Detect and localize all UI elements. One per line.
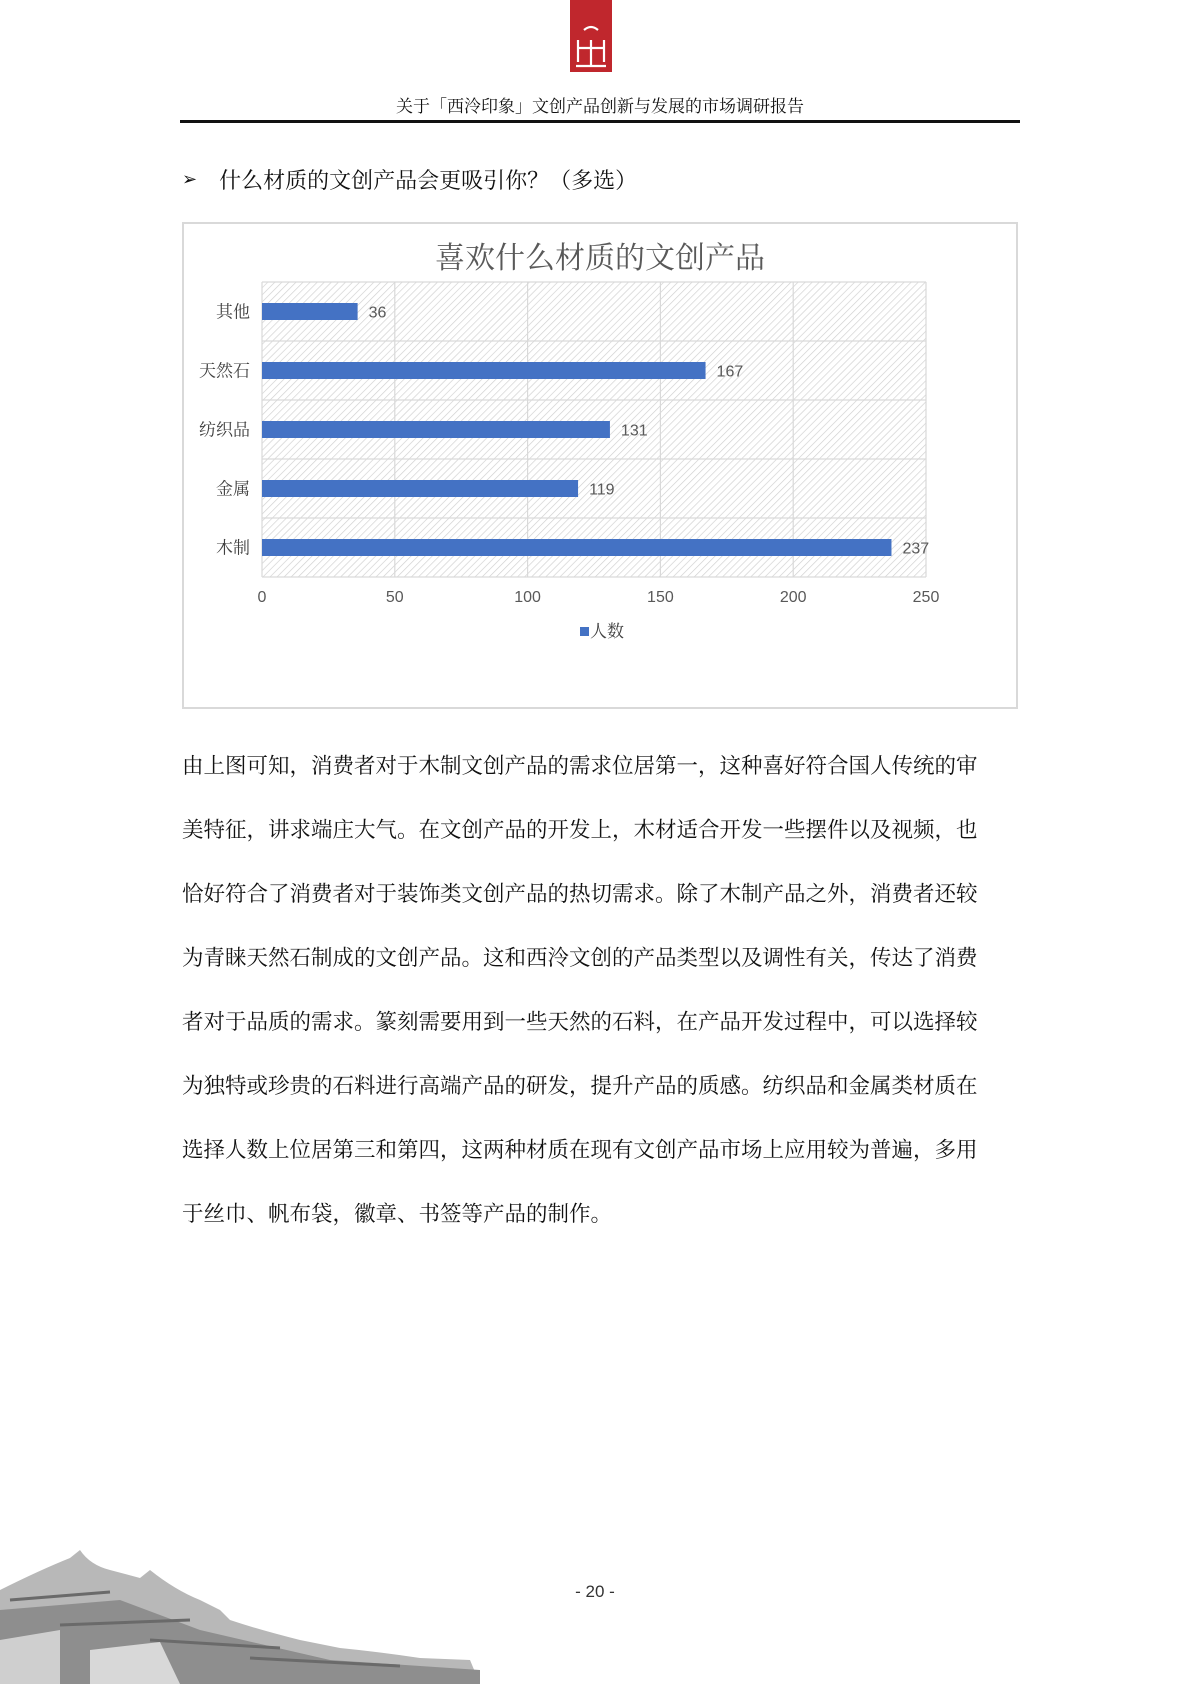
y-category-label: 金属 xyxy=(216,479,250,500)
material-preference-bar-chart xyxy=(184,224,1016,707)
x-tick-label: 100 xyxy=(514,589,541,606)
chart-title: 喜欢什么材质的文创产品 xyxy=(435,241,765,276)
report-header-title: 关于「西泠印象」文创产品创新与发展的市场调研报告 xyxy=(396,97,804,117)
bar xyxy=(262,362,706,379)
x-tick-label: 0 xyxy=(257,589,267,606)
paragraph-line: 者对于品质的需求。篆刻需要用到一些天然的石料，在产品开发过程中，可以选择较 xyxy=(182,1010,978,1035)
bar-data-label: 237 xyxy=(902,540,930,558)
header-divider xyxy=(180,120,1020,123)
bar xyxy=(262,480,578,497)
paragraph-line: 恰好符合了消费者对于装饰类文创产品的热切需求。除了木制产品之外，消费者还较 xyxy=(182,882,978,907)
x-tick-label: 50 xyxy=(385,589,404,606)
bar-chart-container xyxy=(182,222,1018,709)
seal-logo-icon xyxy=(570,0,612,72)
arrow-bullet-icon: ➢ xyxy=(182,169,198,190)
y-category-label: 天然石 xyxy=(199,361,250,382)
bar-data-label: 167 xyxy=(716,363,744,381)
survey-question xyxy=(182,164,637,195)
x-tick-label: 150 xyxy=(647,589,674,606)
legend-label: 人数 xyxy=(590,622,624,642)
question-text: 什么材质的文创产品会更吸引你？（多选） xyxy=(219,169,638,194)
paragraph-line: 选择人数上位居第三和第四，这两种材质在现有文创产品市场上应用较为普遍，多用 xyxy=(182,1138,978,1163)
bar-data-label: 131 xyxy=(620,422,648,440)
bar xyxy=(262,303,358,320)
bar-data-label: 36 xyxy=(368,304,387,322)
x-tick-label: 250 xyxy=(912,589,940,606)
bar-data-label: 119 xyxy=(589,481,615,499)
x-tick-label: 200 xyxy=(779,589,807,606)
bar xyxy=(262,421,610,438)
bar xyxy=(262,539,891,556)
legend-swatch xyxy=(580,627,589,636)
paragraph-line: 于丝巾、帆布袋，徽章、书签等产品的制作。 xyxy=(182,1202,613,1227)
y-category-label: 其他 xyxy=(216,302,250,323)
y-category-label: 纺织品 xyxy=(199,420,250,441)
traditional-rooftops-icon xyxy=(0,1530,480,1684)
page-number: - 20 - xyxy=(575,1582,615,1601)
paragraph-line: 由上图可知，消费者对于木制文创产品的需求位居第一，这种喜好符合国人传统的审 xyxy=(182,754,978,779)
y-category-label: 木制 xyxy=(216,538,250,559)
paragraph-line: 美特征，讲求端庄大气。在文创产品的开发上，木材适合开发一些摆件以及视频，也 xyxy=(182,818,978,843)
paragraph-line: 为独特或珍贵的石料进行高端产品的研发，提升产品的质感。纺织品和金属类材质在 xyxy=(182,1074,978,1099)
analysis-paragraph xyxy=(182,735,1007,1247)
paragraph-line: 为青睐天然石制成的文创产品。这和西泠文创的产品类型以及调性有关，传达了消费 xyxy=(182,946,978,971)
